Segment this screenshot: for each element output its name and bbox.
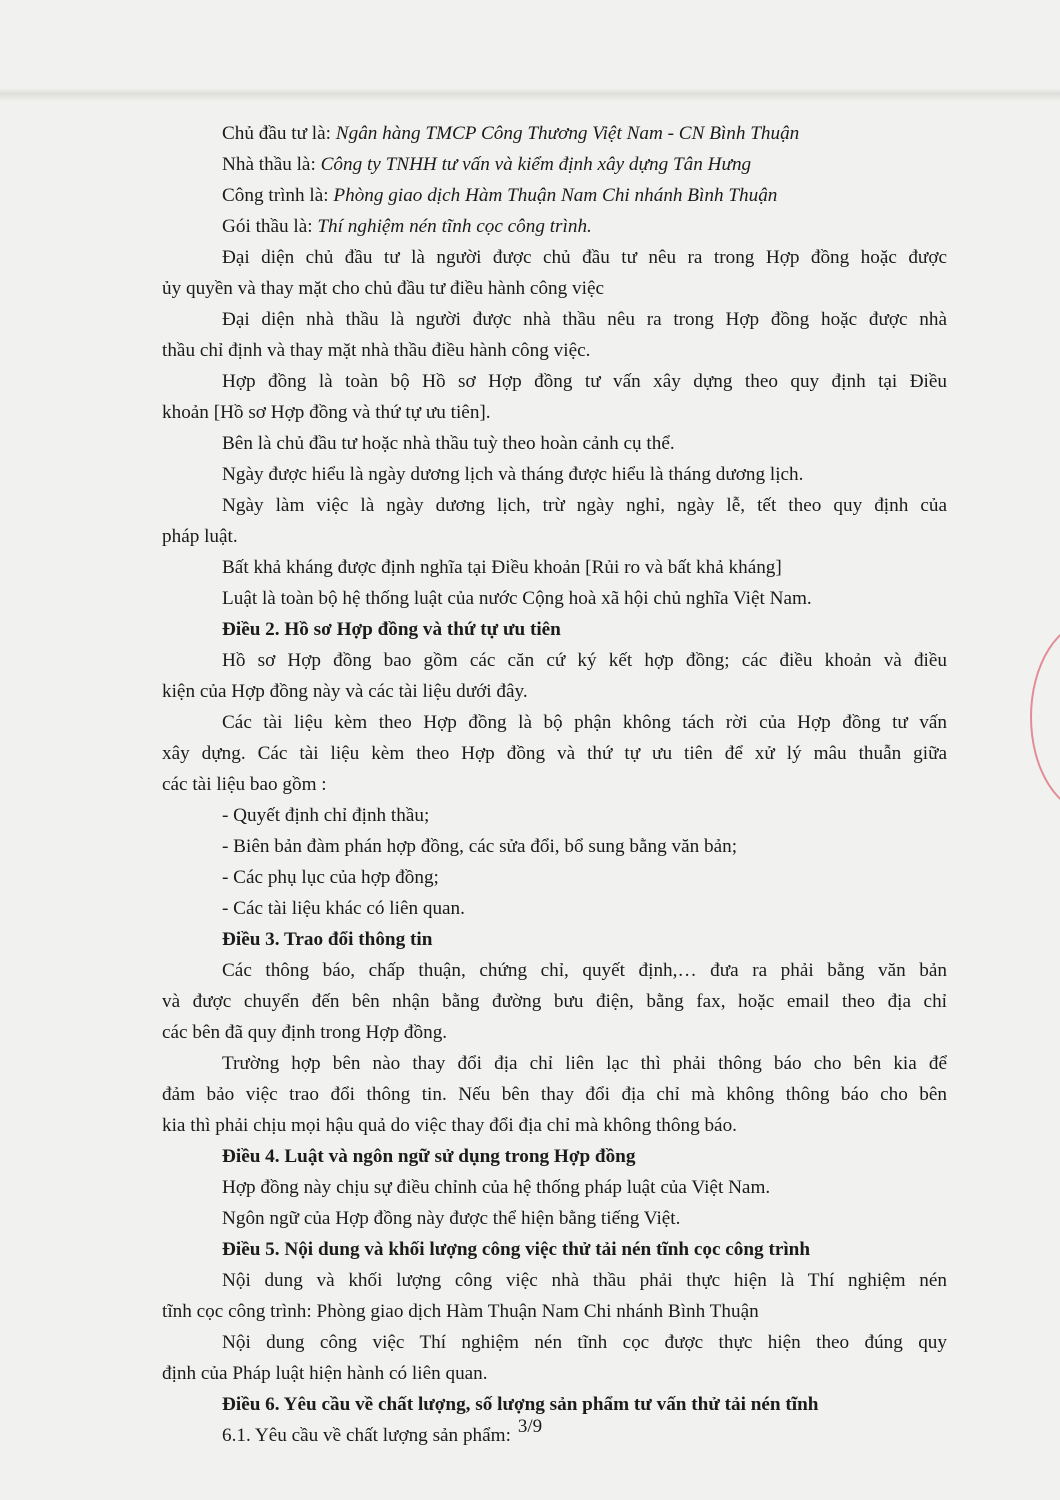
paragraph-line: xây dựng. Các tài liệu kèm theo Hợp đồng và thứ tự ưu tiên để xử lý mâu thuẫn giữa [162, 743, 947, 764]
scan-artifact-band [0, 88, 1060, 102]
article-4-heading: Điều 4. Luật và ngôn ngữ sử dụng trong Hợp đồng [222, 1146, 636, 1167]
paragraph-line: Trường hợp bên nào thay đổi địa chỉ liên lạc thì phải thông báo cho bên kia để [222, 1053, 947, 1074]
definition-line: Ngày làm việc là ngày dương lịch, trừ ngày nghỉ, ngày lễ, tết theo quy định của [222, 495, 947, 516]
paragraph-line: Các thông báo, chấp thuận, chứng chỉ, quyết định,… đưa ra phải bằng văn bản [222, 960, 947, 981]
list-item: - Biên bản đàm phán hợp đồng, các sửa đổi, bổ sung bằng văn bản; [222, 836, 738, 857]
intro-label: Nhà thầu là: [222, 154, 316, 175]
seal-ring [1030, 620, 1060, 814]
intro-value: Thí nghiệm nén tĩnh cọc công trình. [317, 216, 592, 237]
article-3-heading: Điều 3. Trao đổi thông tin [222, 929, 433, 950]
intro-value: Công ty TNHH tư vấn và kiểm định xây dựng Tân Hưng [320, 154, 752, 175]
definition-line: Đại diện chủ đầu tư là người được chủ đầu tư nêu ra trong Hợp đồng hoặc được [222, 247, 947, 268]
definition-line: Ngày được hiểu là ngày dương lịch và tháng được hiểu là tháng dương lịch. [222, 464, 804, 485]
list-item: - Các phụ lục của hợp đồng; [222, 867, 439, 888]
intro-package [162, 211, 947, 242]
paragraph-line: các tài liệu bao gồm : [162, 774, 327, 795]
definition-line: khoản [Hồ sơ Hợp đồng và thứ tự ưu tiên]. [162, 402, 491, 423]
definition-line: Hợp đồng là toàn bộ Hồ sơ Hợp đồng tư vấn xây dựng theo quy định tại Điều [222, 371, 947, 392]
list-item: - Các tài liệu khác có liên quan. [222, 898, 465, 919]
definition-line: ủy quyền và thay mặt cho chủ đầu tư điều hành công việc [162, 278, 604, 299]
intro-project [162, 180, 947, 211]
paragraph-line: Các tài liệu kèm theo Hợp đồng là bộ phận không tách rời của Hợp đồng tư vấn [222, 712, 947, 733]
definition-line: Luật là toàn bộ hệ thống luật của nước Cộng hoà xã hội chủ nghĩa Việt Nam. [222, 588, 812, 609]
definition-line: Bên là chủ đầu tư hoặc nhà thầu tuỳ theo hoàn cảnh cụ thể. [222, 433, 675, 454]
intro-value: Ngân hàng TMCP Công Thương Việt Nam - CN Bình Thuận [335, 123, 800, 144]
paragraph-line: kiện của Hợp đồng này và các tài liệu dưới đây. [162, 681, 528, 702]
page-number: 3/9 [517, 1416, 543, 1437]
paragraph-line: Nội dung công việc Thí nghiệm nén tĩnh cọc được thực hiện theo đúng quy [222, 1332, 947, 1353]
article-2-heading: Điều 2. Hồ sơ Hợp đồng và thứ tự ưu tiên [222, 619, 561, 640]
intro-contractor [162, 149, 947, 180]
paragraph-line: 6.1. Yêu cầu về chất lượng sản phẩm: [222, 1425, 511, 1446]
definition-line: thầu chỉ định và thay mặt nhà thầu điều hành công việc. [162, 340, 591, 361]
paragraph-line: Hồ sơ Hợp đồng bao gồm các căn cứ ký kết hợp đồng; các điều khoản và điều [222, 650, 947, 671]
list-item: - Quyết định chỉ định thầu; [222, 805, 430, 826]
definition-line: pháp luật. [162, 526, 238, 547]
article-6-heading: Điều 6. Yêu cầu về chất lượng, số lượng sản phẩm tư vấn thử tải nén tĩnh [222, 1394, 819, 1415]
definition-line: Đại diện nhà thầu là người được nhà thầu nêu ra trong Hợp đồng hoặc được nhà [222, 309, 947, 330]
paragraph-line: Hợp đồng này chịu sự điều chỉnh của hệ thống pháp luật của Việt Nam. [222, 1177, 771, 1198]
intro-label: Gói thầu là: [222, 216, 313, 237]
document-body [162, 118, 947, 1451]
paragraph-line: Ngôn ngữ của Hợp đồng này được thể hiện bằng tiếng Việt. [222, 1208, 681, 1229]
paragraph-line: định của Pháp luật hiện hành có liên quan. [162, 1363, 488, 1384]
paragraph-line: kia thì phải chịu mọi hậu quả do việc thay đổi địa chỉ mà không thông báo. [162, 1115, 737, 1136]
paragraph-line: các bên đã quy định trong Hợp đồng. [162, 1022, 448, 1043]
intro-label: Chủ đầu tư là: [222, 123, 331, 144]
definition-line: Bất khả kháng được định nghĩa tại Điều khoản [Rủi ro và bất khả kháng] [222, 557, 782, 578]
intro-investor [162, 118, 947, 149]
red-seal-stamp [1010, 620, 1060, 810]
article-5-heading: Điều 5. Nội dung và khối lượng công việc thử tải nén tĩnh cọc công trình [222, 1239, 811, 1260]
paragraph-line: và được chuyển đến bên nhận bằng đường bưu điện, bằng fax, hoặc email theo địa chỉ [162, 991, 947, 1012]
paragraph-line: đảm bảo việc trao đổi thông tin. Nếu bên thay đổi địa chỉ mà không thông báo cho bên [162, 1084, 947, 1105]
intro-value: Phòng giao dịch Hàm Thuận Nam Chi nhánh Bình Thuận [333, 185, 778, 206]
paragraph-line: tĩnh cọc công trình: Phòng giao dịch Hàm Thuận Nam Chi nhánh Bình Thuận [162, 1301, 759, 1322]
paragraph-line: Nội dung và khối lượng công việc nhà thầu phải thực hiện là Thí nghiệm nén [222, 1270, 947, 1291]
intro-label: Công trình là: [222, 185, 329, 206]
